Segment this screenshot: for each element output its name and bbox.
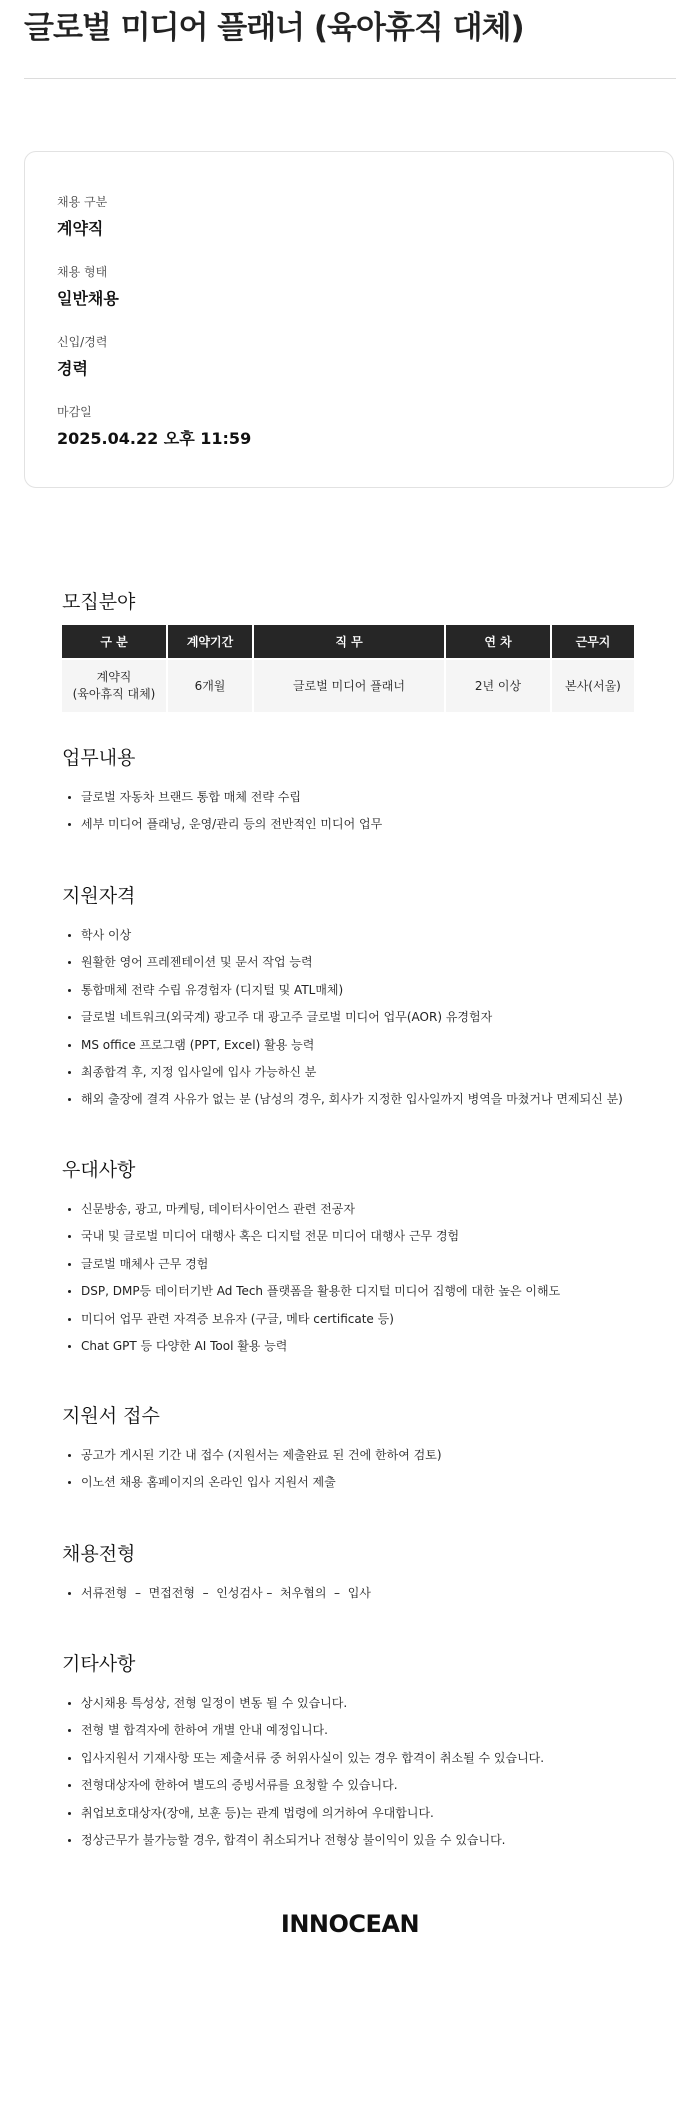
- list-item: 해외 출장에 결격 사유가 없는 분 (남성의 경우, 회사가 지정한 입사일까지 병역을 마쳤거나 면제되신 분): [62, 1089, 623, 1116]
- table-header-role: 직 무: [254, 625, 444, 658]
- innocean-logo: INNOCEAN: [280, 1910, 420, 1938]
- table-cell-category: 계약직 (육아휴직 대체): [62, 660, 166, 712]
- deadline-label: 마감일: [57, 405, 92, 419]
- list-item: 세부 미디어 플래닝, 운영/관리 등의 전반적인 미디어 업무: [62, 814, 382, 841]
- experience-level-label: 신입/경력: [57, 335, 108, 349]
- table-header-category: 구 분: [62, 625, 166, 658]
- list-item: 학사 이상: [62, 925, 623, 952]
- table-cell-location: 본사(서울): [552, 660, 634, 712]
- other-list: [62, 1693, 544, 1857]
- title-divider: [24, 78, 676, 79]
- list-item: 최종합격 후, 지정 입사일에 입사 가능하신 분: [62, 1062, 623, 1089]
- list-item: 이노션 채용 홈페이지의 온라인 입사 지원서 제출: [62, 1472, 442, 1499]
- list-item: MS office 프로그램 (PPT, Excel) 활용 능력: [62, 1035, 623, 1062]
- list-item: Chat GPT 등 다양한 AI Tool 활용 능력: [62, 1336, 560, 1363]
- qualifications-list: [62, 925, 623, 1117]
- employment-category-value: 계약직: [57, 219, 104, 238]
- list-item: 국내 및 글로벌 미디어 대행사 혹은 디지털 전문 미디어 대행사 근무 경험: [62, 1226, 560, 1253]
- recruit-field-heading: 모집분야: [62, 591, 136, 613]
- job-summary-card: [24, 151, 674, 488]
- table-row: [62, 660, 634, 712]
- table-cell-role: 글로벌 미디어 플래너: [254, 660, 444, 712]
- duties-list: [62, 787, 382, 842]
- list-item: 상시채용 특성상, 전형 일정이 변동 될 수 있습니다.: [62, 1693, 544, 1720]
- list-item: 정상근무가 불가능할 경우, 합격이 취소되거나 전형상 불이익이 있을 수 있습니다.: [62, 1830, 544, 1857]
- preferred-heading: 우대사항: [62, 1159, 136, 1181]
- recruit-table: [60, 625, 636, 712]
- employment-type-value: 일반채용: [57, 289, 119, 308]
- application-list: [62, 1445, 442, 1500]
- table-header-contract-period: 계약기간: [168, 625, 252, 658]
- list-item: 원활한 영어 프레젠테이션 및 문서 작업 능력: [62, 952, 623, 979]
- page-title: 글로벌 미디어 플래너 (육아휴직 대체): [24, 10, 524, 46]
- process-heading: 채용전형: [62, 1543, 136, 1565]
- list-item: 글로벌 매체사 근무 경험: [62, 1254, 560, 1281]
- employment-type-label: 채용 형태: [57, 265, 108, 279]
- list-item: 글로벌 자동차 브랜드 통합 매체 전략 수립: [62, 787, 382, 814]
- list-item: 전형대상자에 한하여 별도의 증빙서류를 요청할 수 있습니다.: [62, 1775, 544, 1802]
- deadline-value: 2025.04.22 오후 11:59: [57, 429, 252, 448]
- list-item: 전형 별 합격자에 한하여 개별 안내 예정입니다.: [62, 1720, 544, 1747]
- other-heading: 기타사항: [62, 1653, 136, 1675]
- duties-heading: 업무내용: [62, 747, 136, 769]
- list-item: 서류전형 – 면접전형 – 인성검사 – 처우협의 – 입사: [62, 1583, 371, 1610]
- list-item: 취업보호대상자(장애, 보훈 등)는 관계 법령에 의거하여 우대합니다.: [62, 1803, 544, 1830]
- preferred-list: [62, 1199, 560, 1363]
- list-item: 미디어 업무 관련 자격증 보유자 (구글, 메타 certificate 등): [62, 1309, 560, 1336]
- list-item: 공고가 게시된 기간 내 접수 (지원서는 제출완료 된 건에 한하여 검토): [62, 1445, 442, 1472]
- list-item: 신문방송, 광고, 마케팅, 데이터사이언스 관련 전공자: [62, 1199, 560, 1226]
- application-heading: 지원서 접수: [62, 1405, 160, 1427]
- table-header-location: 근무지: [552, 625, 634, 658]
- list-item: 통합매체 전략 수립 유경험자 (디지털 및 ATL매체): [62, 980, 623, 1007]
- table-cell-years: 2년 이상: [446, 660, 550, 712]
- qualifications-heading: 지원자격: [62, 885, 136, 907]
- table-header-years: 연 차: [446, 625, 550, 658]
- experience-level-value: 경력: [57, 359, 88, 378]
- list-item: 글로벌 네트워크(외국계) 광고주 대 광고주 글로벌 미디어 업무(AOR) 유경험자: [62, 1007, 623, 1034]
- list-item: DSP, DMP등 데이터기반 Ad Tech 플랫폼을 활용한 디지털 미디어 집행에 대한 높은 이해도: [62, 1281, 560, 1308]
- employment-category-label: 채용 구분: [57, 195, 108, 209]
- table-cell-contract-period: 6개월: [168, 660, 252, 712]
- list-item: 입사지원서 기재사항 또는 제출서류 중 허위사실이 있는 경우 합격이 취소될 수 있습니다.: [62, 1748, 544, 1775]
- process-list: [62, 1583, 371, 1610]
